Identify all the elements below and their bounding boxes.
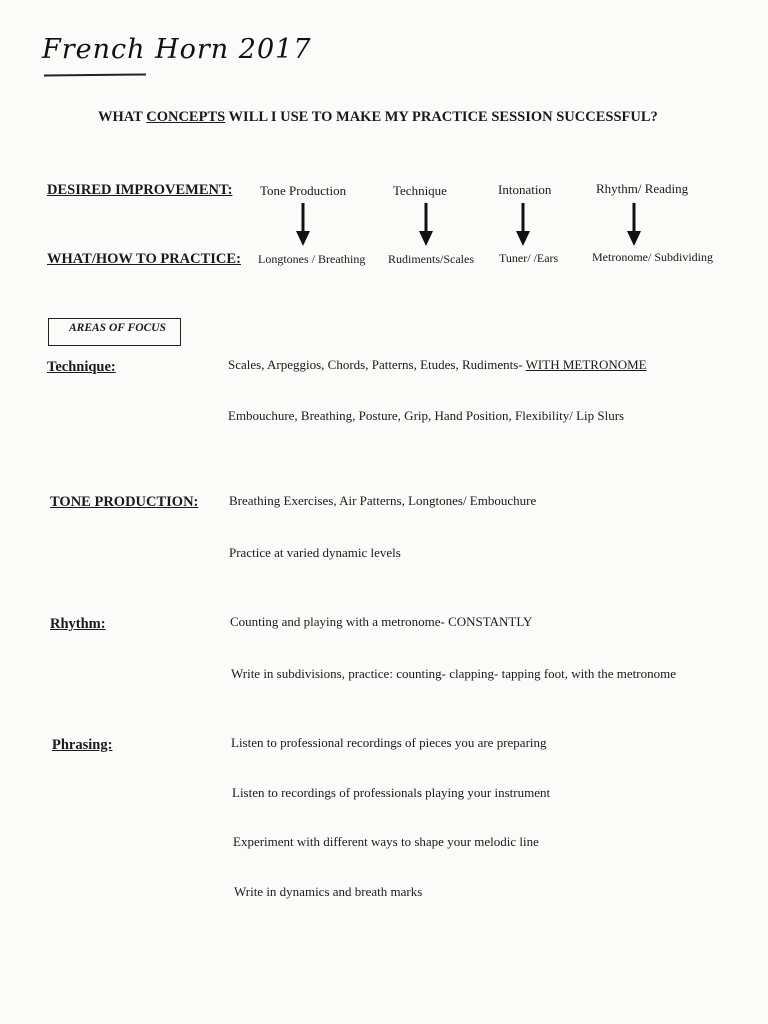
main-question-concepts: CONCEPTS <box>146 109 226 125</box>
main-question-after: WILL I USE TO MAKE MY PRACTICE SESSION SUCCESSFUL? <box>225 109 658 125</box>
main-question <box>98 109 658 126</box>
phrasing-line-4: Write in dynamics and breath marks <box>234 884 423 899</box>
rhythm-line-2: Write in subdivisions, practice: counting- clapping- tapping foot, with the metronome <box>231 666 676 681</box>
improvement-rhythm: Rhythm/ Reading <box>596 181 689 196</box>
technique-with-metronome: WITH METRONOME <box>525 357 647 372</box>
technique-line-2: Embouchure, Breathing, Posture, Grip, Hand Position, Flexibility/ Lip Slurs <box>228 408 625 423</box>
rhythm-line-1: Counting and playing with a metronome- CONSTANTLY <box>230 614 533 629</box>
title-underline <box>44 73 146 76</box>
arrow-down-icon <box>418 203 434 247</box>
improvement-tone: Tone Production <box>260 183 347 198</box>
tone-line-1: Breathing Exercises, Air Patterns, Longtones/ Embouchure <box>229 493 537 508</box>
phrasing-label: Phrasing: <box>52 737 113 753</box>
technique-label: Technique: <box>47 359 116 375</box>
tone-line-2: Practice at varied dynamic levels <box>229 545 401 560</box>
method-metronome: Metronome/ Subdividing <box>592 250 713 264</box>
phrasing-line-1: Listen to professional recordings of pieces you are preparing <box>231 735 547 750</box>
main-question-before: WHAT <box>98 109 147 125</box>
method-rudiments: Rudiments/Scales <box>388 252 474 266</box>
areas-of-focus-box <box>48 318 181 346</box>
phrasing-line-2: Listen to recordings of professionals playing your instrument <box>232 785 551 800</box>
phrasing-line-3: Experiment with different ways to shape your melodic line <box>233 834 539 849</box>
improvement-technique: Technique <box>393 183 447 198</box>
arrow-down-icon <box>295 203 311 247</box>
arrow-down-icon <box>515 203 531 247</box>
areas-of-focus-label: AREAS OF FOCUS <box>69 322 166 334</box>
arrow-down-icon <box>626 203 642 247</box>
what-how-label: WHAT/HOW TO PRACTICE: <box>47 251 241 267</box>
technique-line-1 <box>228 357 647 373</box>
method-tuner: Tuner/ /Ears <box>499 251 559 265</box>
method-longtones: Longtones / Breathing <box>258 252 366 266</box>
handwritten-title: French Horn 2017 <box>42 34 312 65</box>
rhythm-label: Rhythm: <box>50 616 106 632</box>
desired-improvement-label: DESIRED IMPROVEMENT: <box>47 182 233 198</box>
improvement-intonation: Intonation <box>498 182 552 197</box>
technique-line-1-text: Scales, Arpeggios, Chords, Patterns, Etudes, Rudiments- <box>228 357 526 372</box>
tone-production-label: TONE PRODUCTION: <box>50 494 199 510</box>
